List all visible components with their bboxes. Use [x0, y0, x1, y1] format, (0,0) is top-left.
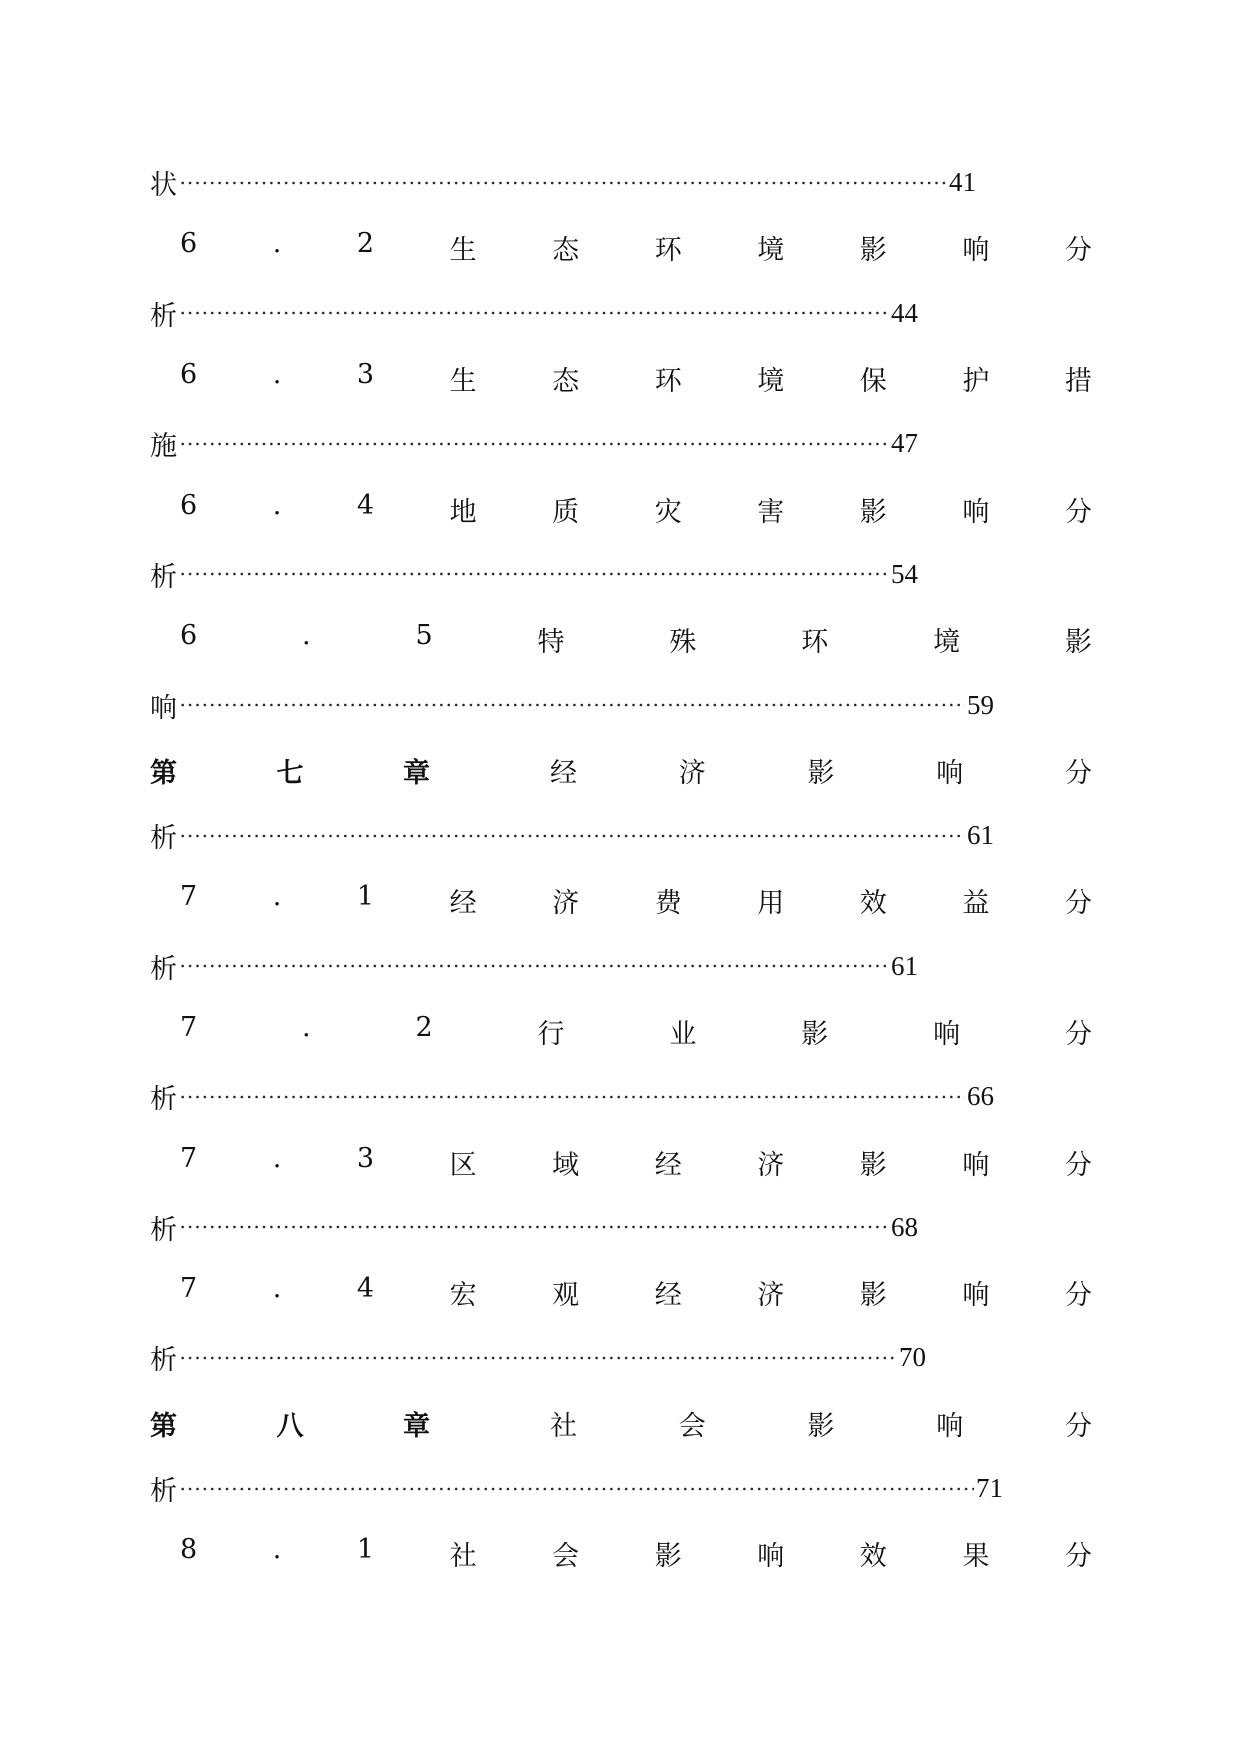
page-number: 61: [891, 950, 918, 981]
toc-heading-char: 境: [757, 235, 785, 267]
toc-heading-char: 济: [757, 1149, 785, 1181]
leader-dots: [179, 441, 889, 447]
page-number: 71: [976, 1473, 1003, 1504]
toc-line: [150, 1391, 1092, 1456]
toc-line: [150, 1456, 1092, 1521]
toc-section-heading: [150, 1012, 1092, 1051]
toc-heading-char: 响: [936, 757, 964, 789]
toc-heading-char: 分: [1064, 496, 1092, 528]
toc-heading-char: 析: [150, 953, 177, 985]
toc-heading-char: 3: [356, 1142, 375, 1174]
toc-line: [150, 934, 1092, 999]
toc-section-heading: [150, 1273, 1092, 1312]
page-number: 54: [891, 558, 918, 589]
toc-heading-char: 影: [807, 1410, 835, 1442]
toc-line-tail: [150, 424, 918, 463]
leader-dots: [179, 1094, 965, 1100]
toc-heading-char: 八: [276, 1410, 304, 1442]
toc-heading-char: 社: [550, 1410, 577, 1442]
toc-line-tail: [150, 686, 994, 725]
toc-heading-char: .: [302, 620, 311, 652]
toc-heading-char: 章: [403, 1410, 430, 1442]
toc-heading-char: 7: [180, 1273, 198, 1305]
toc-heading-char: 质: [552, 496, 580, 528]
toc-heading-char: 境: [757, 366, 785, 398]
leader-dots: [179, 1486, 974, 1492]
toc-heading-char: 区: [449, 1149, 477, 1181]
toc-heading-char: 影: [1064, 627, 1092, 659]
toc-heading-char: 2: [356, 228, 375, 260]
toc-heading-char: 益: [962, 888, 990, 920]
toc-heading-char: 7: [180, 881, 198, 913]
toc-heading-char: 业: [669, 1019, 697, 1050]
toc-heading-char: 影: [654, 1541, 682, 1573]
toc-heading-char: 施: [150, 431, 177, 463]
toc-heading-char: 济: [552, 888, 580, 920]
toc-heading-char: 响: [150, 692, 177, 724]
leader-dots: [179, 571, 889, 577]
toc-heading-char: 特: [537, 627, 565, 659]
toc-section-heading: [150, 490, 1092, 529]
toc-heading-char: 章: [403, 757, 430, 789]
page-number: 68: [891, 1211, 918, 1242]
leader-dots: [179, 702, 965, 708]
toc-heading-char: 经: [550, 757, 577, 789]
toc-section-heading: [150, 881, 1092, 920]
toc-heading-char: 会: [678, 1410, 706, 1442]
toc-section-heading: [150, 228, 1092, 267]
toc-heading-char: 态: [552, 366, 580, 398]
toc-heading-char: 3: [356, 359, 375, 391]
toc-line: [150, 542, 1092, 607]
toc-section-heading: [150, 359, 1092, 398]
page-number: 61: [967, 820, 994, 851]
toc-heading-char: 影: [859, 1280, 887, 1312]
toc-line: [150, 868, 1092, 933]
toc-heading-char: 济: [678, 757, 706, 789]
toc-heading-char: 环: [654, 366, 682, 398]
toc-heading-char: 护: [962, 366, 990, 398]
toc-line-tail: [150, 163, 976, 202]
toc-heading-char: 2: [415, 1012, 433, 1043]
toc-heading-char: 6: [180, 359, 198, 391]
toc-heading-char: 6: [180, 489, 198, 521]
toc-heading-char: 7: [180, 1142, 198, 1174]
page-number: 47: [891, 428, 918, 459]
toc-heading-char: 七: [276, 757, 304, 789]
toc-heading-char: 分: [1064, 1280, 1092, 1312]
toc-line-tail: [150, 816, 994, 855]
toc-section-heading: [150, 1143, 1092, 1182]
toc-heading-char: 析: [150, 1345, 177, 1377]
toc-line: [150, 607, 1092, 672]
toc-heading-char: 影: [801, 1019, 829, 1050]
toc-line: [150, 346, 1092, 411]
page-number: 41: [949, 167, 976, 198]
leader-dots: [179, 833, 965, 839]
toc-heading-char: 措: [1064, 366, 1092, 398]
toc-heading-char: 态: [552, 235, 580, 267]
toc-heading-char: 分: [1064, 1149, 1092, 1181]
page-number: 66: [967, 1081, 994, 1112]
toc-heading-char: 影: [859, 496, 887, 528]
toc-heading-char: 观: [552, 1280, 580, 1312]
toc-section-heading: [150, 1534, 1092, 1573]
toc-heading-char: 效: [859, 1541, 887, 1573]
leader-dots: [179, 310, 889, 316]
toc-heading-char: 状: [150, 170, 177, 202]
toc-line: [150, 1129, 1092, 1194]
toc-heading-char: 分: [1064, 1019, 1092, 1050]
toc-heading-char: 用: [757, 888, 785, 920]
toc-chapter-heading: [150, 1404, 1092, 1443]
toc-heading-char: 1: [356, 881, 375, 913]
toc-heading-char: 经: [449, 888, 477, 920]
toc-line: [150, 1195, 1092, 1260]
leader-dots: [179, 1224, 889, 1230]
toc-heading-char: 分: [1064, 888, 1092, 920]
toc-heading-char: 济: [757, 1280, 785, 1312]
toc-heading-char: 社: [449, 1541, 477, 1573]
toc-heading-char: 效: [859, 888, 887, 920]
chapter-label: [150, 751, 430, 790]
toc-heading-char: 环: [801, 627, 829, 659]
toc-line: [150, 281, 1092, 346]
toc-heading-char: 响: [962, 1280, 990, 1312]
toc-heading-char: 析: [150, 1214, 177, 1246]
toc-line-tail: [150, 555, 918, 594]
page-number: 44: [891, 297, 918, 328]
toc-line-tail: [150, 1208, 918, 1247]
toc-heading-char: .: [272, 228, 282, 260]
toc-line: [150, 999, 1092, 1064]
toc-line-tail: [150, 1077, 994, 1116]
leader-dots: [179, 1355, 897, 1361]
toc-line: [150, 1260, 1092, 1325]
toc-line: [150, 476, 1092, 541]
toc-heading-char: 第: [150, 1410, 177, 1442]
toc-line: [150, 150, 1092, 215]
toc-heading-char: .: [272, 359, 282, 391]
toc-heading-char: .: [272, 881, 282, 913]
page-number: 70: [899, 1342, 926, 1373]
toc-heading-char: .: [272, 1142, 282, 1174]
toc-heading-char: 费: [654, 888, 682, 920]
toc-line-tail: [150, 294, 918, 333]
toc-heading-char: 响: [962, 1149, 990, 1181]
toc-heading-char: 地: [449, 496, 477, 528]
toc-heading-char: 响: [936, 1410, 964, 1442]
toc-line: [150, 738, 1092, 803]
toc-section-heading: [150, 620, 1092, 659]
toc-heading-char: 生: [449, 366, 477, 398]
toc-line-tail: [150, 947, 918, 986]
toc-heading-char: 经: [654, 1280, 682, 1312]
toc-heading-char: 环: [654, 235, 682, 267]
chapter-label: [150, 1404, 430, 1443]
toc-heading-char: 析: [150, 823, 177, 855]
toc-line: [150, 1325, 1092, 1390]
toc-heading-char: 果: [962, 1541, 990, 1573]
toc-line-tail: [150, 1338, 926, 1377]
toc-heading-char: .: [302, 1012, 311, 1043]
toc-chapter-heading: [150, 751, 1092, 790]
toc-line: [150, 215, 1092, 280]
toc-heading-char: 4: [356, 489, 375, 521]
toc-heading-char: 害: [757, 496, 785, 528]
toc-heading-char: 第: [150, 757, 177, 789]
toc-heading-char: 析: [150, 1084, 177, 1116]
toc-heading-char: 6: [180, 620, 198, 652]
toc-heading-char: 析: [150, 300, 177, 332]
toc-heading-char: 5: [415, 620, 433, 652]
toc-heading-char: 影: [859, 235, 887, 267]
leader-dots: [179, 963, 889, 969]
toc-heading-char: 响: [757, 1541, 785, 1573]
toc-heading-char: 响: [962, 496, 990, 528]
chapter-title: [430, 751, 1092, 790]
leader-dots: [179, 180, 947, 186]
toc-heading-char: 经: [654, 1149, 682, 1181]
toc-heading-char: 4: [356, 1273, 375, 1305]
toc-heading-char: 分: [1065, 1410, 1092, 1442]
chapter-title: [430, 1404, 1092, 1443]
toc-line: [150, 411, 1092, 476]
table-of-contents: [150, 150, 1092, 1587]
toc-heading-char: 7: [180, 1012, 198, 1043]
toc-heading-char: 6: [180, 228, 198, 260]
toc-heading-char: .: [272, 489, 282, 521]
toc-heading-char: 会: [552, 1541, 580, 1573]
toc-line: [150, 803, 1092, 868]
toc-heading-char: 影: [807, 757, 835, 789]
toc-heading-char: 分: [1064, 1541, 1092, 1573]
toc-line-tail: [150, 1469, 1003, 1508]
toc-heading-char: 析: [150, 561, 177, 593]
toc-heading-char: 1: [356, 1534, 375, 1566]
toc-heading-char: 响: [933, 1019, 961, 1050]
toc-heading-char: 分: [1065, 757, 1092, 789]
toc-heading-char: .: [272, 1534, 282, 1566]
toc-heading-char: 宏: [449, 1280, 477, 1312]
toc-heading-char: 分: [1064, 235, 1092, 267]
toc-line: [150, 672, 1092, 737]
toc-heading-char: 殊: [669, 627, 697, 659]
toc-heading-char: .: [272, 1273, 282, 1305]
toc-heading-char: 灾: [654, 496, 682, 528]
toc-heading-char: 析: [150, 1476, 177, 1508]
toc-heading-char: 域: [552, 1149, 580, 1181]
toc-heading-char: 境: [933, 627, 961, 659]
toc-heading-char: 生: [449, 235, 477, 267]
page-number: 59: [967, 689, 994, 720]
toc-heading-char: 行: [537, 1019, 565, 1050]
toc-heading-char: 8: [180, 1534, 198, 1566]
toc-heading-char: 响: [962, 235, 990, 267]
toc-heading-char: 影: [859, 1149, 887, 1181]
toc-line: [150, 1064, 1092, 1129]
toc-line: [150, 1521, 1092, 1586]
toc-heading-char: 保: [859, 366, 887, 398]
